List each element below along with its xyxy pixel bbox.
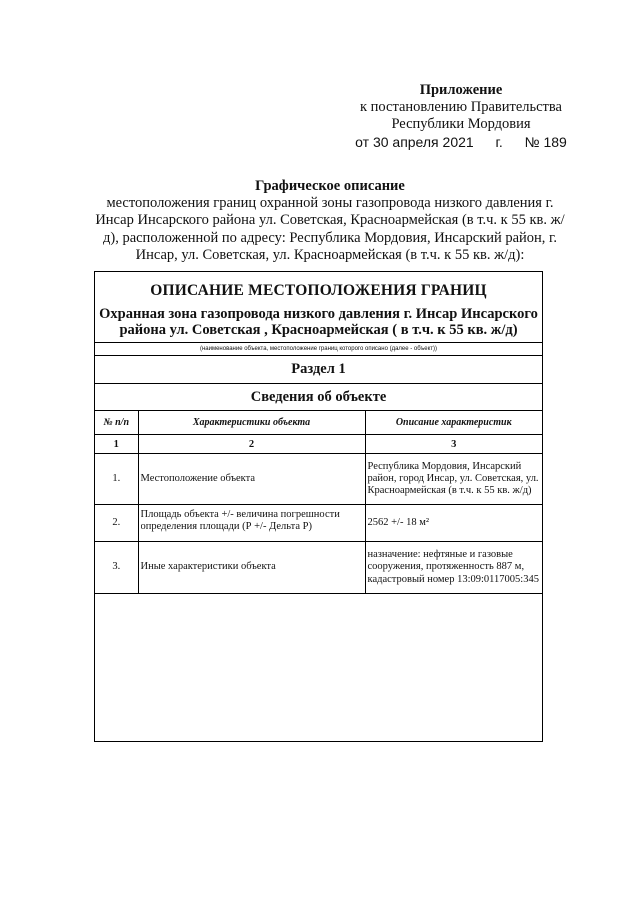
- table-row: [95, 505, 542, 542]
- row-value: Республика Мордовия, Инсарский район, город Инсар, ул. Советская, ул. Красноармейская (в т.ч. к 55 кв. ж/д): [365, 454, 542, 505]
- number-sign: №: [524, 134, 540, 150]
- document-heading: ОПИСАНИЕ МЕСТОПОЛОЖЕНИЯ ГРАНИЦ: [150, 282, 487, 299]
- date-year-suffix: г.: [495, 134, 503, 150]
- graphic-description-title: Графическое описание: [255, 178, 405, 194]
- annex-line-2: Республики Мордовия: [391, 116, 531, 132]
- annex-title: Приложение: [419, 82, 503, 98]
- annex-date-line: [330, 134, 592, 151]
- graphic-description-block: [90, 178, 570, 264]
- column-number: 2: [138, 435, 365, 454]
- date-year: 2021: [442, 134, 474, 150]
- document-header: [95, 272, 542, 342]
- row-characteristic: Иные характеристики объекта: [138, 542, 365, 594]
- row-characteristic: Площадь объекта +/- величина погрешности определения площади (Р +/- Дельта Р): [140, 508, 340, 532]
- column-number: 1: [95, 435, 138, 454]
- column-number-row: [95, 435, 542, 454]
- object-info-table: [95, 411, 542, 594]
- table-row: [95, 454, 542, 505]
- date-day: 30: [372, 134, 389, 150]
- row-value: назначение: нефтяные и газовые сооружения, протяженность 887 м, кадастровый номер 13:09:0117005:345: [365, 542, 542, 594]
- table-header-row: [95, 411, 542, 435]
- column-number: 3: [365, 435, 542, 454]
- section-title: Сведения об объекте: [95, 384, 542, 411]
- row-number: 2.: [95, 505, 138, 542]
- object-name: Охранная зона газопровода низкого давления г. Инсар Инсарского района ул. Советская , Красноармейская ( в т.ч. к 55 кв. ж/д): [99, 306, 538, 338]
- table-row: [95, 542, 542, 594]
- row-number: 1.: [95, 454, 138, 505]
- row-number: 3.: [95, 542, 138, 594]
- row-value: 2562 +/- 18 м²: [365, 505, 542, 542]
- row-characteristic: Местоположение объекта: [138, 454, 365, 505]
- date-prefix: от: [355, 134, 370, 150]
- graphic-description-text: местоположения границ охранной зоны газопровода низкого давления г. Инсар Инсарского района ул. Советская, Красноармейская (в т.ч. к 55 кв. ж/д), расположенной по адресу: Республика Мордовия, Инсарский район, г. Инсар, ул. Советская, ул. Красноармейская (в т.ч. к 55 кв. ж/д):: [95, 195, 565, 263]
- object-caption: (наименование объекта, местоположение границ которого описано (далее - объект)): [95, 342, 542, 356]
- row-characteristic-cell: [138, 505, 365, 542]
- date-month: апреля: [392, 134, 439, 150]
- header-characteristic: Характеристики объекта: [138, 411, 365, 435]
- section-label: Раздел 1: [95, 355, 542, 384]
- annex-block: [330, 82, 592, 151]
- boundary-description-document: [94, 271, 543, 742]
- header-number: № п/п: [95, 411, 138, 435]
- resolution-number: 189: [543, 134, 567, 150]
- annex-line-1: к постановлению Правительства: [360, 99, 562, 115]
- header-description: Описание характеристик: [365, 411, 542, 435]
